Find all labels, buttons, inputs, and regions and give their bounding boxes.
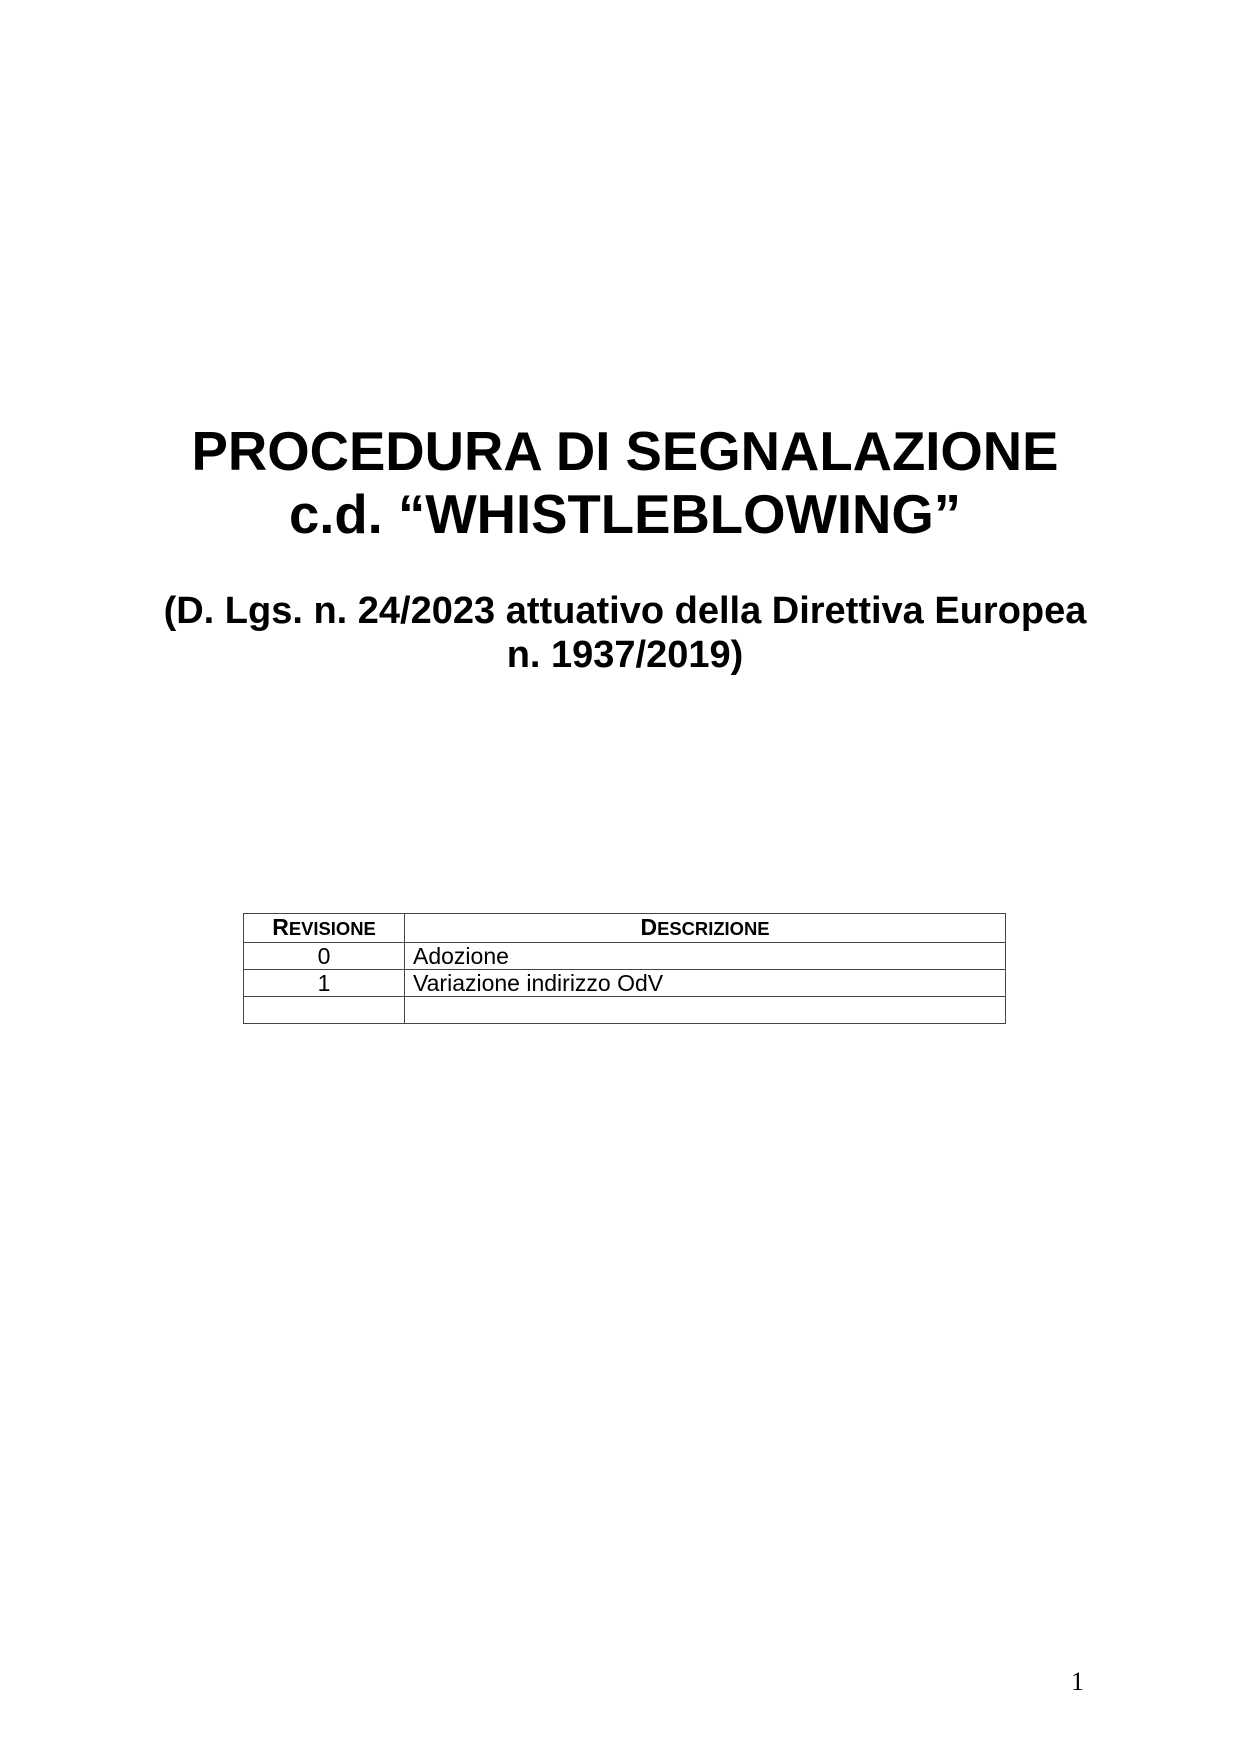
document-subtitle — [140, 589, 1110, 677]
title-line: PROCEDURA DI SEGNALAZIONE — [191, 421, 1059, 482]
description-cell: Variazione indirizzo OdV — [405, 970, 1006, 997]
table-row — [244, 943, 1006, 970]
page-number: 1 — [1071, 1667, 1084, 1696]
revision-table — [243, 913, 1006, 1024]
description-cell: Adozione — [405, 943, 1006, 970]
revision-column-header: REVISIONE — [244, 914, 405, 943]
revision-cell: 1 — [244, 970, 405, 997]
revision-cell — [244, 997, 405, 1024]
table-row — [244, 970, 1006, 997]
title-line: c.d. “WHISTLEBLOWING” — [288, 484, 962, 545]
table-header-row — [244, 914, 1006, 943]
document-title — [140, 420, 1110, 546]
revision-cell: 0 — [244, 943, 405, 970]
subtitle-line: n. 1937/2019) — [506, 634, 744, 676]
description-cell — [405, 997, 1006, 1024]
table-row — [244, 997, 1006, 1024]
description-column-header: DESCRIZIONE — [405, 914, 1006, 943]
subtitle-line: (D. Lgs. n. 24/2023 attuativo della Direttiva Europea — [163, 590, 1087, 632]
